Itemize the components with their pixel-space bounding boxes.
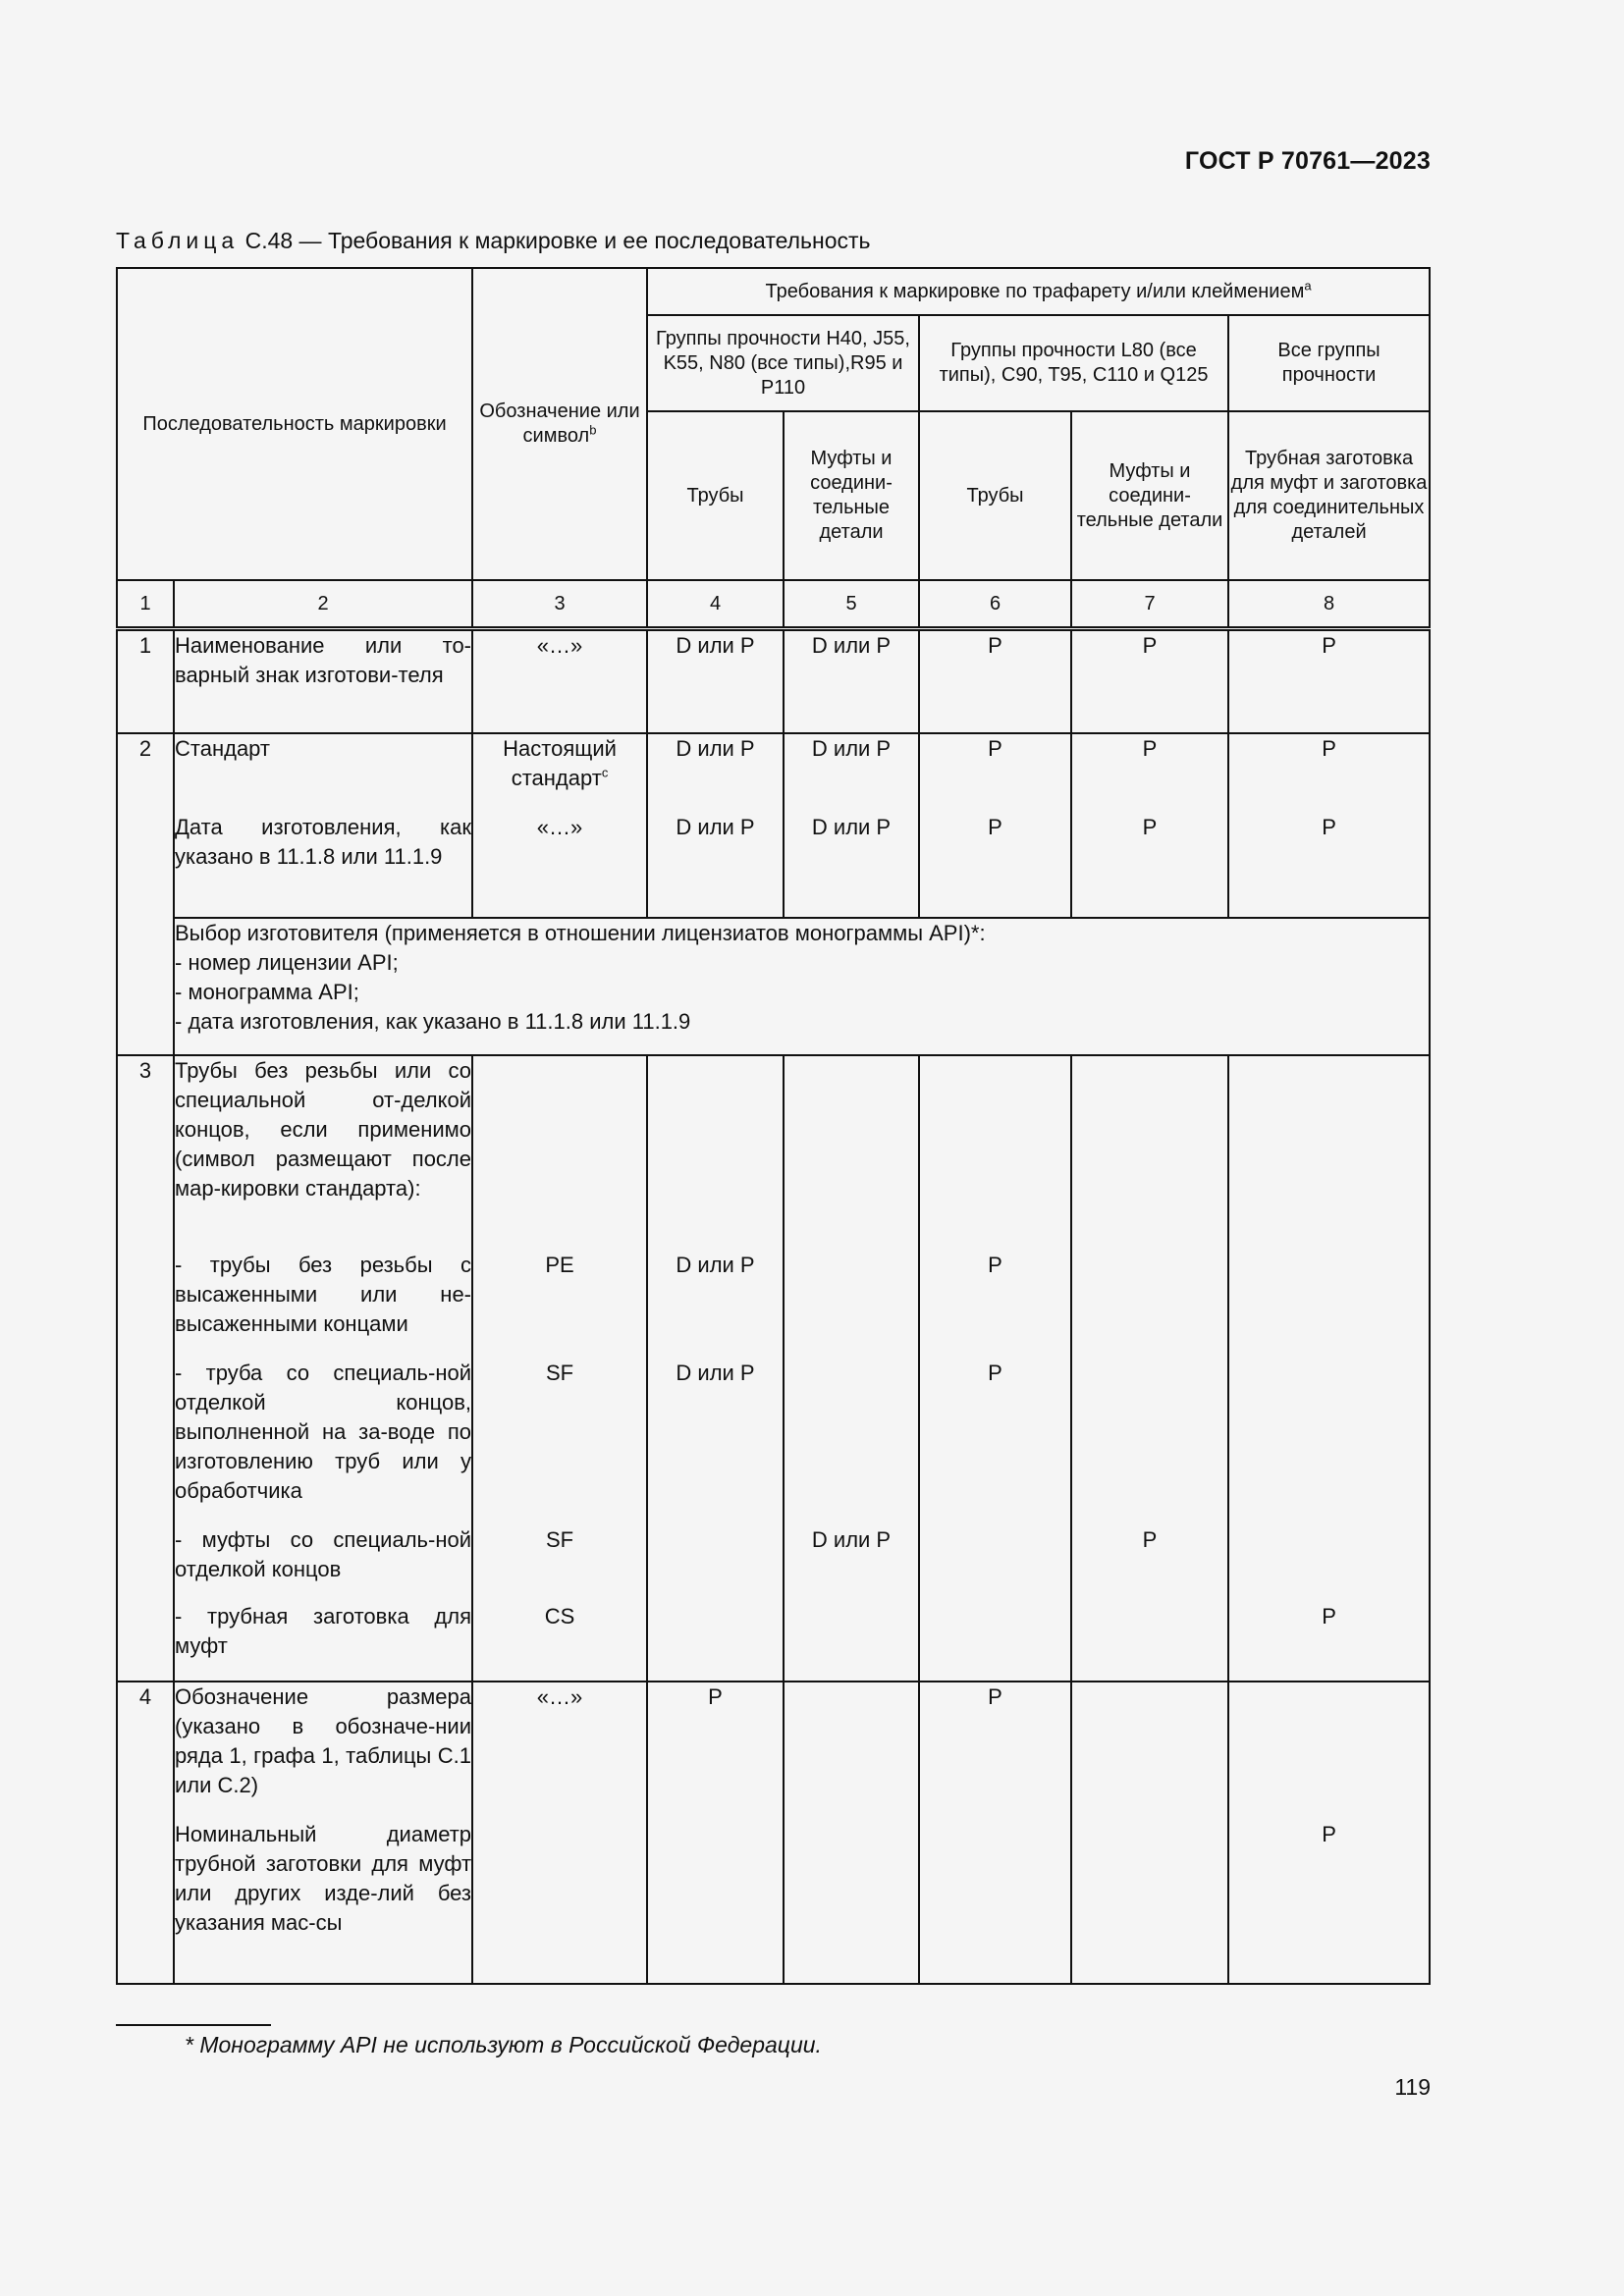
row-description: Наименование или то-варный знак изготови-теля — [174, 629, 472, 733]
row-cell: D или P D или P — [647, 733, 784, 918]
row-number: 2 — [117, 733, 174, 1055]
choice-item: - дата изготовления, как указано в 11.1.8 или 11.1.9 — [175, 1008, 691, 1034]
manufacturer-choice — [174, 918, 1430, 1055]
table-row — [117, 733, 1430, 918]
choice-item: - монограмма API; — [175, 979, 359, 1004]
header-stock: Трубная заготовка для муфт и заготовка для соединительных деталей — [1228, 411, 1430, 580]
row-cell: P — [919, 629, 1071, 733]
col-number: 6 — [919, 580, 1071, 629]
row-symbol: Настоящий стандарт$^c$ «…» — [472, 733, 647, 918]
row-cell — [1071, 1682, 1228, 1984]
marking-table — [116, 267, 1431, 1985]
row-description: Трубы без резьбы или со специальной от-делкой концов, если применимо (символ размещают после мар-кировки стандарта): - трубы без резьбы с высаженными или не-высаженными концами - труба со специаль-ной отделкой концов, выполненной на за-воде по изготовлению труб или у обработчика - муфты со специаль-ной отделкой концов - трубная заготовка для муфт — [174, 1055, 472, 1682]
row-cell: P — [1228, 629, 1430, 733]
header-sequence: Последовательность маркировки — [117, 268, 472, 580]
table-row — [117, 1682, 1430, 1984]
col-number: 4 — [647, 580, 784, 629]
row-cell: D или P — [784, 1055, 919, 1682]
column-numbers-row — [117, 580, 1430, 629]
header-couplings-a: Муфты и соедини-тельные детали — [784, 411, 919, 580]
row-cell: P — [647, 1682, 784, 1984]
caption-label: Таблица — [116, 228, 240, 253]
row-symbol: «…» — [472, 629, 647, 733]
row-cell: P — [1071, 629, 1228, 733]
table-row — [117, 1055, 1430, 1682]
row-symbol: PE SF SF CS — [472, 1055, 647, 1682]
col-number: 8 — [1228, 580, 1430, 629]
footnote-divider — [116, 2024, 271, 2026]
row-symbol: «…» — [472, 1682, 647, 1984]
row-cell: D или P — [647, 629, 784, 733]
col-number: 5 — [784, 580, 919, 629]
header-pipes-a: Трубы — [647, 411, 784, 580]
header-symbol: Обозначение или символ$^b$ — [472, 268, 647, 580]
choice-item: - номер лицензии API; — [175, 949, 399, 975]
row-cell — [784, 1682, 919, 1984]
table-caption — [116, 228, 871, 254]
row-cell: P — [919, 1682, 1071, 1984]
row-number: 3 — [117, 1055, 174, 1682]
row-number: 1 — [117, 629, 174, 733]
header-couplings-b: Муфты и соедини-тельные детали — [1071, 411, 1228, 580]
table-row — [117, 918, 1430, 1055]
row-cell: D или P — [784, 629, 919, 733]
header-group-b: Группы прочности L80 (все типы), C90, T95, C110 и Q125 — [919, 315, 1228, 411]
page-number: 119 — [1394, 2074, 1431, 2100]
row-description: Стандарт Дата изготовления, как указано в 11.1.8 или 11.1.9 — [174, 733, 472, 918]
col-number: 2 — [174, 580, 472, 629]
row-cell: P P — [919, 1055, 1071, 1682]
header-requirements: Требования к маркировке по трафарету и/или клеймением$^a$ — [647, 268, 1430, 315]
header-pipes-b: Трубы — [919, 411, 1071, 580]
header-group-c: Все группы прочности — [1228, 315, 1430, 411]
row-cell: P — [1228, 1682, 1430, 1984]
row-cell: P — [1071, 1055, 1228, 1682]
col-number: 3 — [472, 580, 647, 629]
row-cell: P P — [919, 733, 1071, 918]
row-description: Обозначение размера (указано в обозначе-нии ряда 1, графа 1, таблицы С.1 или С.2) Номинальный диаметр трубной заготовки для муфт или других изде-лий без указания мас-сы — [174, 1682, 472, 1984]
row-cell: P — [1228, 1055, 1430, 1682]
footnote: * Монограмму API не используют в Российской Федерации. — [185, 2032, 822, 2057]
col-number: 1 — [117, 580, 174, 629]
row-cell: D или P D или P — [647, 1055, 784, 1682]
caption-text: С.48 — Требования к маркировке и ее последовательность — [244, 228, 871, 253]
col-number: 7 — [1071, 580, 1228, 629]
row-cell: D или P D или P — [784, 733, 919, 918]
row-number: 4 — [117, 1682, 174, 1984]
choice-title: Выбор изготовителя (применяется в отношении лицензиатов монограммы API)*: — [175, 920, 986, 945]
table-row — [117, 629, 1430, 733]
header-group-a: Группы прочности H40, J55, K55, N80 (все типы),R95 и P110 — [647, 315, 919, 411]
row-cell: P P — [1228, 733, 1430, 918]
row-cell: P P — [1071, 733, 1228, 918]
document-code: ГОСТ Р 70761—2023 — [1184, 147, 1431, 175]
